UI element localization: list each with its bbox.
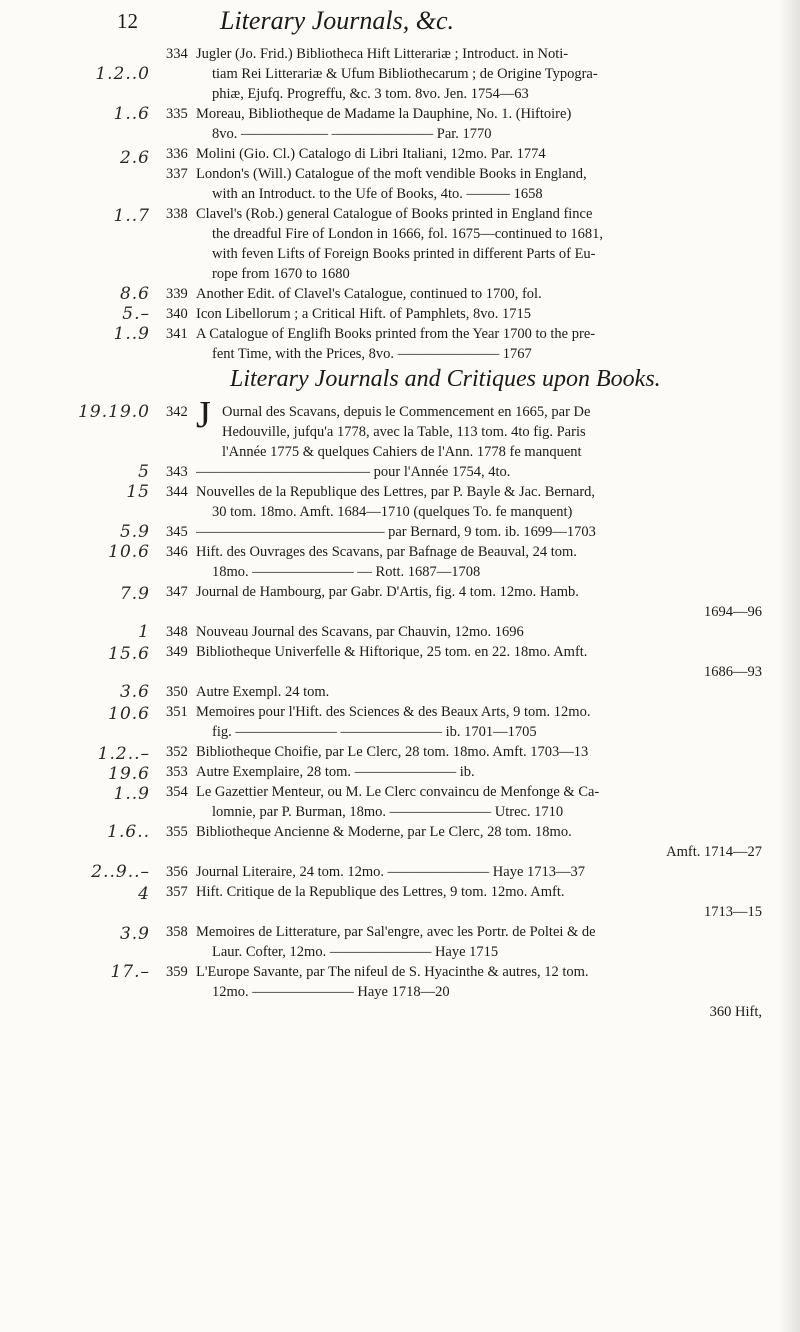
entry-number: 355 [166, 824, 188, 840]
entry-number: 356 [166, 864, 188, 880]
entry-text: lomnie, par P. Burman, 18mo. ——————— Utrec. 1710 [212, 804, 564, 820]
entry-text: Nouvelles de la Republique des Lettres, par P. Bayle & Jac. Bernard, [196, 484, 596, 500]
margin-price-note: 3.9 [119, 924, 150, 944]
entry-text: Jugler (Jo. Frid.) Bibliotheca Hift Litterariæ ; Introduct. in Noti- [196, 46, 569, 62]
entry-text: Icon Libellorum ; a Critical Hift. of Pamphlets, 8vo. 1715 [196, 306, 532, 322]
entry-text: with feven Lifts of Foreign Books printed in different Parts of Eu- [212, 246, 596, 262]
margin-price-note: 2..9..– [91, 862, 150, 882]
entry-text: Laur. Cofter, 12mo. ——————— Haye 1715 [212, 944, 499, 960]
entry-text: Bibliotheque Univerfelle & Hiftorique, 25 tom. en 22. 18mo. Amft. [196, 644, 588, 660]
entry-number: 342 [166, 404, 188, 420]
margin-price-note: 1..9 [113, 324, 150, 344]
entry-text: Clavel's (Rob.) general Catalogue of Books printed in England fince [196, 206, 593, 222]
entry-number: 339 [166, 286, 188, 302]
entry-text: 12mo. ——————— Haye 1718—20 [212, 984, 450, 1000]
margin-price-note: 1..9 [113, 784, 150, 804]
entry-text: 1694—96 [704, 604, 762, 620]
drop-cap-letter: J [196, 394, 211, 436]
catchword-text: 360 Hift, [709, 1004, 762, 1020]
entry-text: London's (Will.) Catalogue of the moft vendible Books in England, [196, 166, 587, 182]
entry-number: 337 [166, 166, 188, 182]
page-number: 12 [117, 9, 138, 33]
entry-text: A Catalogue of Englifh Books printed from the Year 1700 to the pre- [196, 326, 596, 342]
entry-text: Nouveau Journal des Scavans, par Chauvin, 12mo. 1696 [196, 624, 524, 640]
margin-price-note: 1 [138, 622, 150, 642]
margin-price-note: 17.– [110, 962, 150, 982]
entry-number: 343 [166, 464, 188, 480]
margin-price-note: 1.6.. [107, 822, 150, 842]
margin-price-note: 15.6 [108, 644, 150, 664]
entry-text: Memoires de Litterature, par Sal'engre, avec les Portr. de Poltei & de [196, 924, 596, 940]
entry-text: Molini (Gio. Cl.) Catalogo di Libri Italiani, 12mo. Par. 1774 [196, 146, 546, 162]
margin-price-note: 1..6 [113, 104, 150, 124]
entry-number: 347 [166, 584, 188, 600]
entry-text: Hedouville, jufqu'a 1778, avec la Table, 113 tom. 4to fig. Paris [222, 424, 586, 440]
entry-text: tiam Rei Litterariæ & Ufum Bibliothecarum ; de Origine Typogra- [212, 66, 598, 82]
entry-text: Journal Literaire, 24 tom. 12mo. ——————— Haye 1713—37 [196, 864, 586, 880]
margin-price-note: 3.6 [119, 682, 150, 702]
entry-text: Memoires pour l'Hift. des Sciences & des Beaux Arts, 9 tom. 12mo. [196, 704, 591, 720]
entry-number: 350 [166, 684, 188, 700]
entry-text: Bibliotheque Choifie, par Le Clerc, 28 tom. 18mo. Amft. 1703—13 [196, 744, 589, 760]
margin-price-note: 2.6 [119, 148, 150, 168]
margin-price-note: 19.6 [108, 764, 150, 784]
page-header [0, 6, 800, 40]
margin-price-note: 10.6 [108, 542, 150, 562]
entry-text: Amft. 1714—27 [666, 844, 762, 860]
entry-text: with an Introduct. to the Ufe of Books, 4to. ——— 1658 [212, 186, 543, 202]
entry-text: Autre Exempl. 24 tom. [196, 684, 330, 700]
entry-text: l'Année 1775 & quelques Cahiers de l'Ann. 1778 fe manquent [222, 444, 582, 460]
entry-number: 345 [166, 524, 188, 540]
entry-text: 18mo. ——————— — Rott. 1687—1708 [212, 564, 481, 580]
entry-number: 353 [166, 764, 188, 780]
margin-price-note: 5.9 [119, 522, 150, 542]
entry-text: 1713—15 [704, 904, 762, 920]
margin-price-note: 7.9 [119, 584, 150, 604]
page-gutter-shadow [778, 0, 800, 1332]
margin-price-note: 1..7 [113, 206, 150, 226]
entry-text: Ournal des Scavans, depuis le Commencement en 1665, par De [222, 404, 591, 420]
entry-number: 346 [166, 544, 188, 560]
entry-number: 359 [166, 964, 188, 980]
margin-price-note: 19.19.0 [78, 402, 150, 422]
entry-number: 354 [166, 784, 188, 800]
entry-text: L'Europe Savante, par The nifeul de S. Hyacinthe & autres, 12 tom. [196, 964, 589, 980]
margin-price-note: 5 [138, 462, 150, 482]
entry-text: Bibliotheque Ancienne & Moderne, par Le Clerc, 28 tom. 18mo. [196, 824, 572, 840]
margin-price-note: 10.6 [108, 704, 150, 724]
entry-number: 349 [166, 644, 188, 660]
entry-text: the dreadful Fire of London in 1666, fol. 1675—continued to 1681, [212, 226, 604, 242]
margin-price-note: 1.2..0 [95, 64, 150, 84]
entry-text: 1686—93 [704, 664, 762, 680]
entry-number: 352 [166, 744, 188, 760]
section-title: Literary Journals and Critiques upon Books. [230, 366, 661, 392]
entry-text: Moreau, Bibliotheque de Madame la Dauphine, No. 1. (Hiftoire) [196, 106, 572, 122]
margin-price-note: 15 [126, 482, 150, 502]
margin-price-note: 8.6 [119, 284, 150, 304]
margin-price-note: 1.2..– [97, 744, 150, 764]
entry-number: 348 [166, 624, 188, 640]
entry-text: Another Edit. of Clavel's Catalogue, continued to 1700, fol. [196, 286, 542, 302]
entry-text: Hift. Critique de la Republique des Lettres, 9 tom. 12mo. Amft. [196, 884, 565, 900]
entry-text: Autre Exemplaire, 28 tom. ——————— ib. [196, 764, 475, 780]
entry-number: 341 [166, 326, 188, 342]
margin-price-note: 5.– [122, 304, 150, 324]
entry-number: 340 [166, 306, 188, 322]
entry-text: rope from 1670 to 1680 [212, 266, 350, 282]
entry-number: 351 [166, 704, 188, 720]
entry-number: 336 [166, 146, 188, 162]
entry-text: ————————————— par Bernard, 9 tom. ib. 1699—1703 [196, 524, 596, 540]
entry-number: 357 [166, 884, 188, 900]
entry-number: 334 [166, 46, 188, 62]
entry-text: 8vo. —————— ——————— Par. 1770 [212, 126, 492, 142]
margin-price-note: 4 [138, 884, 150, 904]
entry-text: Le Gazettier Menteur, ou M. Le Clerc convaincu de Menfonge & Ca- [196, 784, 600, 800]
entry-number: 335 [166, 106, 188, 122]
entry-text: Journal de Hambourg, par Gabr. D'Artis, fig. 4 tom. 12mo. Hamb. [196, 584, 579, 600]
entry-number: 338 [166, 206, 188, 222]
entry-text: ———————————— pour l'Année 1754, 4to. [196, 464, 511, 480]
entry-text: Hift. des Ouvrages des Scavans, par Bafnage de Beauval, 24 tom. [196, 544, 577, 560]
entry-text: phiæ, Ejufq. Progreffu, &c. 3 tom. 8vo. Jen. 1754—63 [212, 86, 529, 102]
entry-text: fent Time, with the Prices, 8vo. ——————— 1767 [212, 346, 532, 362]
entry-number: 344 [166, 484, 188, 500]
running-title: Literary Journals, &c. [220, 6, 454, 35]
entry-number: 358 [166, 924, 188, 940]
entry-text: 30 tom. 18mo. Amft. 1684—1710 (quelques To. fe manquent) [212, 504, 573, 520]
entry-text: fig. ——————— ——————— ib. 1701—1705 [212, 724, 537, 740]
